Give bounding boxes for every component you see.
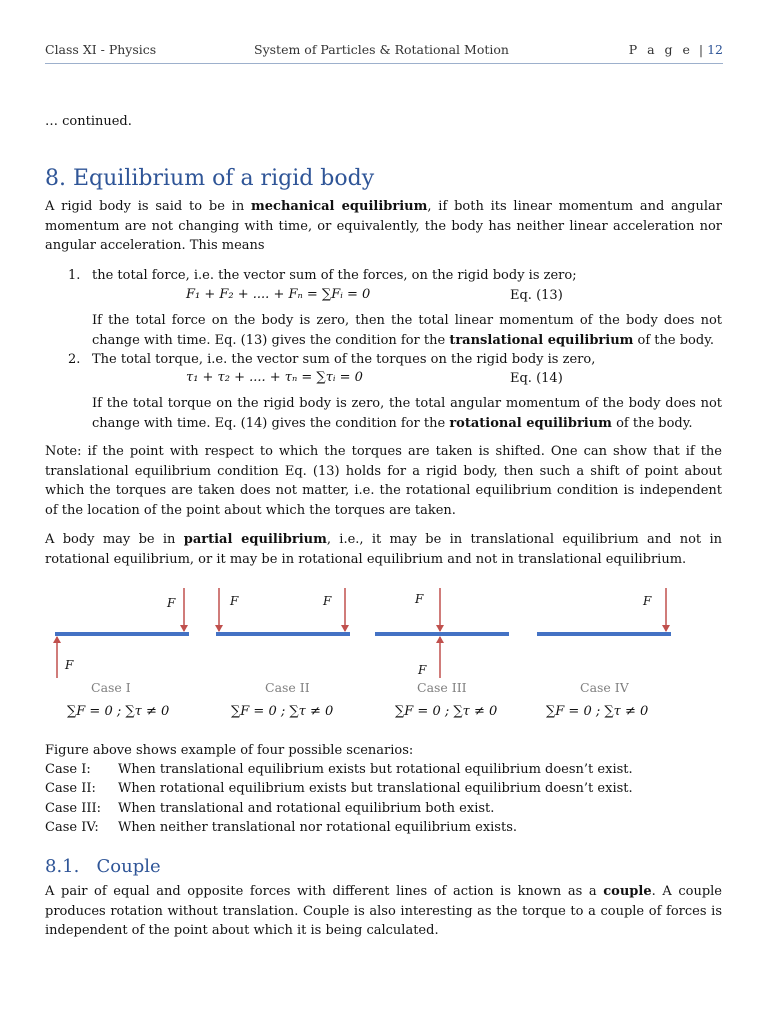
header-page-separator: | xyxy=(698,42,704,57)
partial-text-1: A body may be in xyxy=(45,532,184,547)
equation-13: F₁ + F₂ + .... + Fₙ = ∑Fᵢ = 0 xyxy=(186,287,371,302)
page-header xyxy=(45,42,723,60)
scenario-key: Case IV: xyxy=(45,820,99,835)
case-2-label: Case II xyxy=(265,680,310,695)
equation-13-label: Eq. (13) xyxy=(510,288,563,303)
force-label: F xyxy=(418,663,427,677)
continued-note: … continued. xyxy=(45,114,132,129)
scenario-key: Case II: xyxy=(45,781,96,796)
list-number: 2. xyxy=(68,352,81,367)
item1-note-text: If the total force on the body is zero, then the total linear momentum of the body does not change with time. Eq. (13) gives the condition for the xyxy=(92,313,722,348)
case-3-diagram xyxy=(375,588,509,678)
list-item-text: the total force, i.e. the vector sum of the forces, on the rigid body is zero; xyxy=(92,268,577,283)
case-1-label: Case I xyxy=(91,680,131,695)
case-4-condition: ∑F = 0 ; ∑τ ≠ 0 xyxy=(546,704,649,719)
section-title: 8. Equilibrium of a rigid body xyxy=(45,166,375,191)
header-course: Class XI - Physics xyxy=(45,42,157,57)
force-label: F xyxy=(167,596,176,610)
item2-note-text-end: of the body. xyxy=(611,415,693,431)
intro-text-2: , if both its linear momentum and angular momentum are not changing with time, or equivalently, the body has neither linear acceleration nor angular acceleration. This means xyxy=(45,199,722,253)
intro-paragraph xyxy=(45,197,722,256)
partial-equilibrium-paragraph xyxy=(45,530,722,569)
case-3-condition: ∑F = 0 ; ∑τ ≠ 0 xyxy=(395,704,498,719)
header-chapter: System of Particles & Rotational Motion xyxy=(254,42,509,57)
force-label: F xyxy=(415,592,424,606)
scenario-item xyxy=(45,760,633,780)
scenario-item xyxy=(45,818,517,838)
intro-text-1: A rigid body is said to be in xyxy=(45,199,251,214)
scenario-text: When translational equilibrium exists but rotational equilibrium doesn’t exist. xyxy=(118,762,633,777)
couple-text-2: . A couple produces rotation without translation. Couple is also interesting as the torque to a couple of forces is independent of the point about which it is being calculated. xyxy=(45,884,722,938)
item1-note-bold: translational equilibrium xyxy=(449,332,634,348)
scenario-text: When rotational equilibrium exists but translational equilibrium doesn’t exist. xyxy=(118,781,633,796)
force-label: F xyxy=(643,594,652,608)
list-number: 1. xyxy=(68,268,81,283)
scenario-key: Case III: xyxy=(45,801,101,816)
partial-text-2: , i.e., it may be in translational equilibrium and not in rotational equilibrium, or it may be in rotational equilibrium and not in translational equilibrium. xyxy=(45,532,722,567)
force-label: F xyxy=(65,658,74,672)
case-3-label: Case III xyxy=(417,680,467,695)
force-label: F xyxy=(323,594,332,608)
item2-note-text: If the total torque on the rigid body is zero, the total angular momentum of the body does not change with time. Eq. (14) gives the condition for the xyxy=(92,396,722,431)
header-rule xyxy=(45,63,723,64)
force-label: F xyxy=(230,594,239,608)
item2-note xyxy=(92,394,722,433)
case-2-condition: ∑F = 0 ; ∑τ ≠ 0 xyxy=(231,704,334,719)
scenarios-intro: Figure above shows example of four possible scenarios: xyxy=(45,743,414,758)
scenario-item xyxy=(45,799,494,819)
list-item-text: The total torque, i.e. the vector sum of the torques on the rigid body is zero, xyxy=(92,352,596,367)
list-item-2 xyxy=(68,350,595,370)
scenario-text: When translational and rotational equilibrium both exist. xyxy=(118,801,495,816)
couple-text-1: A pair of equal and opposite forces with different lines of action is known as a xyxy=(45,884,604,899)
couple-bold: couple xyxy=(603,884,652,899)
item1-note xyxy=(92,311,722,350)
case-4-label: Case IV xyxy=(580,680,629,695)
item1-note-text-end: of the body. xyxy=(633,332,714,348)
subsection-title: 8.1. Couple xyxy=(45,856,161,877)
scenario-key: Case I: xyxy=(45,762,91,777)
header-page-number: 12 xyxy=(707,42,723,57)
equilibrium-cases-figure xyxy=(0,580,768,680)
list-item-1 xyxy=(68,266,577,286)
scenario-text: When neither translational nor rotational equilibrium exists. xyxy=(118,820,518,835)
scenario-item xyxy=(45,779,633,799)
couple-paragraph xyxy=(45,882,722,941)
item2-note-bold: rotational equilibrium xyxy=(449,415,612,431)
case-1-condition: ∑F = 0 ; ∑τ ≠ 0 xyxy=(67,704,170,719)
partial-bold: partial equilibrium xyxy=(183,532,327,547)
equation-14: τ₁ + τ₂ + .... + τₙ = ∑τᵢ = 0 xyxy=(186,370,363,385)
header-page xyxy=(629,42,723,57)
note-paragraph: Note: if the point with respect to which the torques are taken is shifted. One can show that if the translational equilibrium condition Eq. (13) holds for a rigid body, then such a shift of point about which the torques are taken does not matter, i.e. the rotational equilibrium condition is independent of the location of the point about which the torques are taken. xyxy=(45,444,722,518)
equation-14-label: Eq. (14) xyxy=(510,371,563,386)
intro-bold: mechanical equilibrium xyxy=(251,199,428,214)
header-page-label: P a g e xyxy=(628,42,693,57)
